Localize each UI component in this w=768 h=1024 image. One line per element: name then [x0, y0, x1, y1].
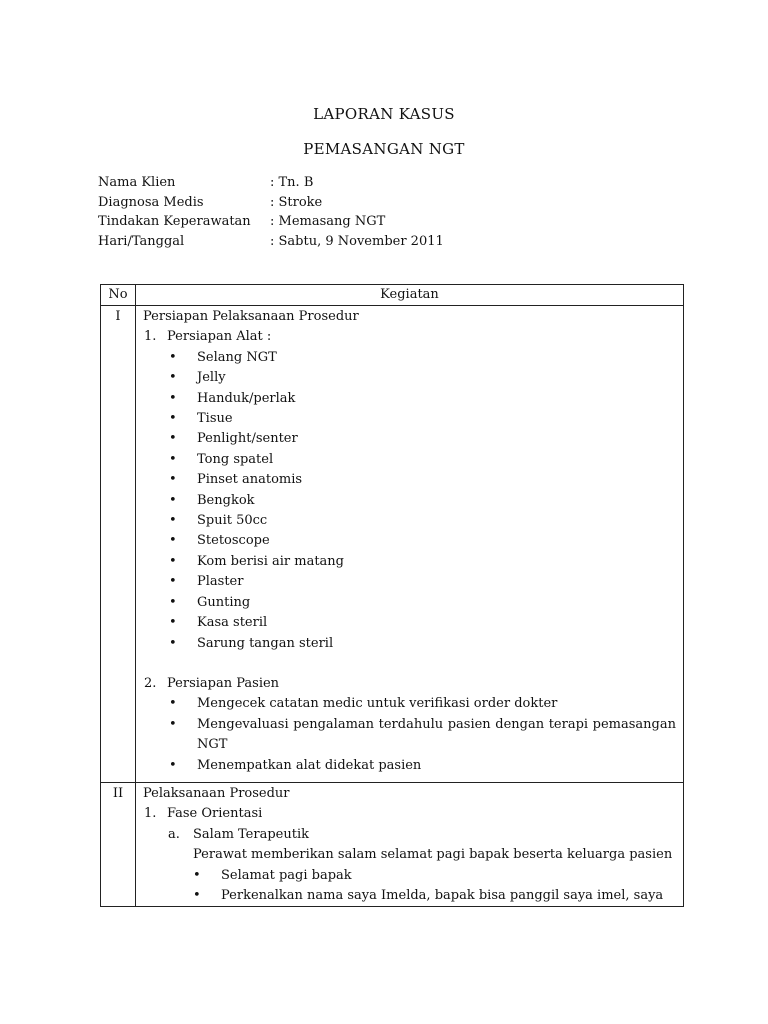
- client-info: [98, 173, 444, 251]
- bullet-icon: •: [169, 513, 177, 529]
- lettered-item: [143, 825, 676, 845]
- bullet-icon: •: [169, 431, 177, 447]
- list-item: • Tong spatel: [143, 450, 676, 470]
- list-item: • Sarung tangan steril: [143, 634, 676, 654]
- list-item: • Menempatkan alat didekat pasien: [143, 756, 676, 776]
- list-item: • Jelly: [143, 368, 676, 388]
- list-item: • Bengkok: [143, 491, 676, 511]
- row-number: II: [101, 782, 136, 906]
- item-label: Salam Terapeutik: [193, 826, 309, 842]
- report-subtitle: PEMASANGAN NGT: [303, 140, 465, 158]
- report-title: LAPORAN KASUS: [313, 105, 455, 123]
- info-label: Nama Klien: [98, 175, 176, 190]
- section-title: Persiapan Pelaksanaan Prosedur: [143, 309, 359, 324]
- info-value: : Tn. B: [270, 175, 314, 190]
- procedure-table: [100, 284, 684, 907]
- list-item: • Selamat pagi bapak: [143, 866, 676, 886]
- row-number: I: [101, 306, 136, 783]
- row-content: [136, 782, 684, 906]
- list-item: • Pinset anatomis: [143, 470, 676, 490]
- item-label: Persiapan Alat :: [167, 329, 272, 345]
- bullet-icon: •: [169, 757, 177, 773]
- bullet-icon: •: [169, 370, 177, 386]
- info-row-name: [98, 173, 444, 193]
- bullet-icon: •: [169, 696, 177, 712]
- item-number: 2.: [144, 675, 157, 691]
- bullet-icon: •: [193, 887, 201, 903]
- bullet-icon: •: [169, 472, 177, 488]
- info-value: : Sabtu, 9 November 2011: [270, 233, 444, 249]
- list-item: • Stetoscope: [143, 531, 676, 551]
- list-item: • Mengecek catatan medic untuk verifikasi order dokter: [143, 694, 676, 714]
- section-title: Pelaksanaan Prosedur: [143, 785, 290, 801]
- item-label: Fase Orientasi: [167, 806, 263, 822]
- list-item: • Perkenalkan nama saya Imelda, bapak bisa panggil saya imel, saya: [143, 886, 676, 906]
- info-value: : Memasang NGT: [270, 214, 386, 230]
- bullet-icon: •: [169, 594, 177, 610]
- info-value: : Stroke: [270, 194, 323, 210]
- patient-prep-list: [143, 694, 676, 776]
- bullet-icon: •: [169, 411, 177, 427]
- numbered-item: [143, 327, 676, 347]
- table-header-row: [101, 285, 684, 306]
- header-no: No: [101, 285, 136, 306]
- bullet-icon: •: [169, 492, 177, 508]
- tools-list: [143, 348, 676, 654]
- numbered-item: [143, 674, 676, 694]
- bullet-icon: •: [193, 867, 201, 883]
- info-row-date: [98, 232, 444, 252]
- item-letter: a.: [168, 826, 180, 842]
- list-item: • Tisue: [143, 409, 676, 429]
- bullet-icon: •: [169, 390, 177, 406]
- row-content: [136, 306, 684, 783]
- info-label: Diagnosa Medis: [98, 194, 204, 210]
- header-kegiatan: Kegiatan: [136, 285, 684, 306]
- bullet-icon: •: [169, 716, 177, 732]
- greeting-list: [143, 866, 676, 907]
- item-number: 1.: [144, 806, 157, 822]
- info-label: Hari/Tanggal: [98, 233, 185, 249]
- bullet-icon: •: [169, 615, 177, 631]
- bullet-icon: •: [169, 349, 177, 365]
- list-item: • Spuit 50cc: [143, 511, 676, 531]
- list-item: • Selang NGT: [143, 348, 676, 368]
- info-label: Tindakan Keperawatan: [98, 214, 251, 230]
- item-number: 1.: [144, 329, 157, 345]
- bullet-icon: •: [169, 451, 177, 467]
- list-item: • Handuk/perlak: [143, 389, 676, 409]
- bullet-icon: •: [169, 553, 177, 569]
- info-row-diagnosis: [98, 193, 444, 213]
- paragraph: Perawat memberikan salam selamat pagi bapak beserta keluarga pasien: [193, 847, 673, 863]
- bullet-icon: •: [169, 635, 177, 651]
- list-item: • Plaster: [143, 572, 676, 592]
- info-row-action: [98, 212, 444, 232]
- list-item: • Mengevaluasi pengalaman terdahulu pasien dengan terapi pemasangan NGT: [143, 715, 676, 756]
- bullet-icon: •: [169, 574, 177, 590]
- table-row: [101, 306, 684, 783]
- list-item: • Kasa steril: [143, 613, 676, 633]
- numbered-item: [143, 804, 676, 824]
- spacer: [143, 654, 676, 674]
- bullet-icon: •: [169, 533, 177, 549]
- list-item: • Penlight/senter: [143, 429, 676, 449]
- list-item: • Kom berisi air matang: [143, 552, 676, 572]
- table-row: [101, 782, 684, 906]
- item-label: Persiapan Pasien: [167, 675, 280, 691]
- list-item: • Gunting: [143, 593, 676, 613]
